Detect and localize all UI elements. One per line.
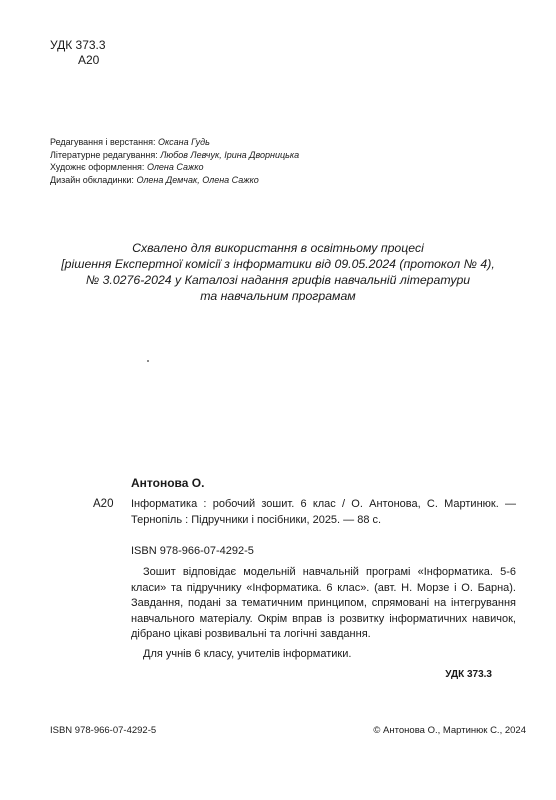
approval-line: та навчальним програмам bbox=[200, 289, 356, 303]
udk-header bbox=[50, 38, 106, 67]
library-index: А20 bbox=[78, 53, 100, 67]
udk-code: УДК 373.3 bbox=[50, 38, 106, 52]
author-mark: А20 bbox=[93, 498, 114, 510]
title-description: Інформатика : робочий зошит. 6 клас / О. Антонова, С. Мартинюк. — Тернопіль : Підручники і посібники, 2025. — 88 с. bbox=[131, 498, 516, 526]
credit-line: Дизайн обкладинки: Олена Демчак, Олена Сажко bbox=[50, 174, 259, 185]
credits-block bbox=[50, 136, 299, 186]
approval-statement bbox=[40, 240, 516, 304]
isbn: ISBN 978-966-07-4292-5 bbox=[131, 545, 254, 557]
udk-code-footer: УДК 373.3 bbox=[445, 669, 492, 680]
credit-line: Художнє оформлення: Олена Сажко bbox=[50, 162, 204, 172]
approval-line: Схвалено для використання в освітньому процесі bbox=[132, 241, 424, 255]
audience-note: Для учнів 6 класу, учителів інформатики. bbox=[143, 648, 352, 660]
footer-isbn: ISBN 978-966-07-4292-5 bbox=[50, 725, 157, 736]
copyright: © Антонова О., Мартинюк С., 2024 bbox=[373, 725, 526, 736]
credit-line: Літературне редагування: Любов Левчук, Ірина Дворницька bbox=[50, 149, 300, 160]
annotation: Зошит відповідає модельній навчальній програмі «Інформатика. 5-6 класи» та підручнику «Інформатика. 6 клас». (авт. Н. Морзе і О. Барна). Завдання, подані за тематичним принципом, спрямовані на інтегрування навчального матеріалу. Окрім вправ із розвитку інформатичних навичок, дібрано цікаві розвивальні та логічні завдання. bbox=[131, 566, 516, 640]
approval-line: [рішення Експертної комісії з інформатики від 09.05.2024 (протокол № 4), bbox=[61, 257, 495, 271]
print-speck bbox=[147, 360, 149, 362]
author-heading: Антонова О. bbox=[131, 476, 205, 490]
credit-line: Редагування і верстання: Оксана Гудь bbox=[50, 137, 210, 147]
approval-line: № 3.0276-2024 у Каталозі надання грифів навчальній літератури bbox=[85, 273, 471, 287]
